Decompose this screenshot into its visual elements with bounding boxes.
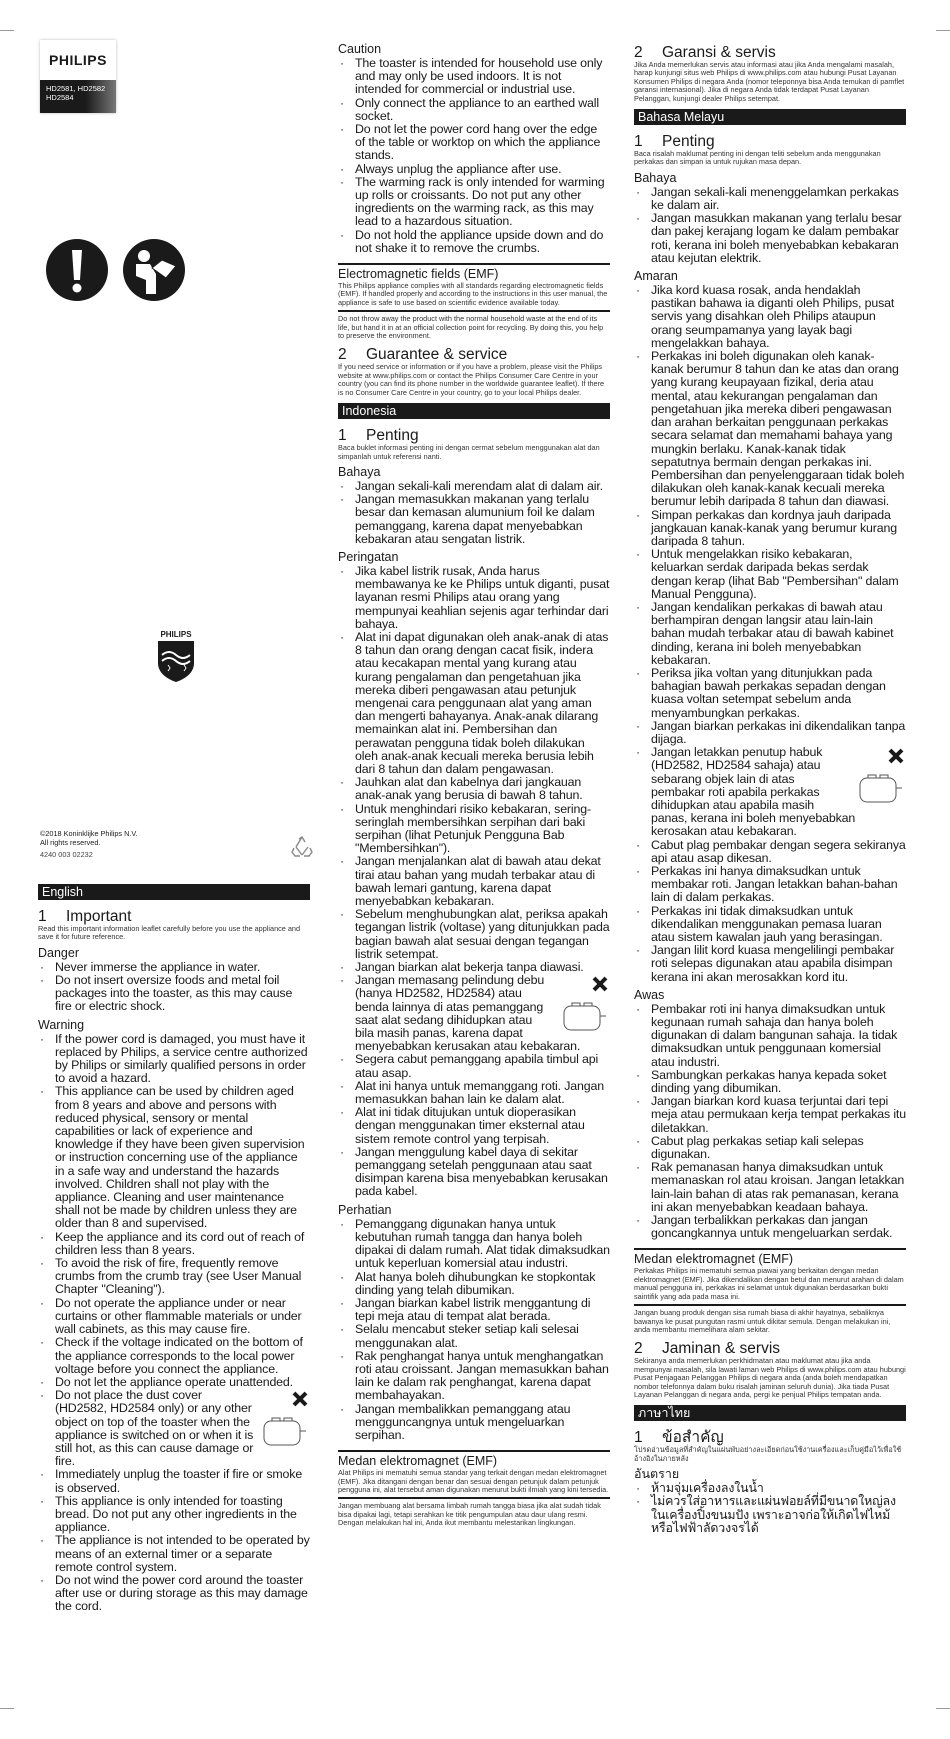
section-title: Jaminan & servis (662, 1340, 781, 1358)
section-number: 2 (634, 1340, 643, 1358)
list-item (38, 1085, 310, 1230)
crop-mark (0, 1708, 14, 1709)
list-item-text: Do not insert oversize foods and metal foil packages into the toaster, as this may cause fire or electric shock. (55, 973, 293, 1014)
list-item-text: Alat ini tidak ditujukan untuk dioperasikan dengan menggunakan timer eksternal atau sistem remote control yang terpisah. (355, 1105, 585, 1146)
brand-logo: PHILIPS (49, 52, 107, 68)
subheading: Caution (338, 42, 382, 56)
section-title: Penting (366, 427, 419, 445)
read-manual-icon (122, 238, 186, 302)
list-item-text: Jika kabel listrik rusak, Anda harus membawanya ke ke Philips untuk diganti, pusat layanan resmi Philips atau orang yang mempunyai keahlian sejenis agar terhindar dari bahaya. (355, 563, 610, 631)
subheading: Bahaya (338, 464, 381, 479)
rights: All rights reserved. (40, 838, 101, 847)
toaster-no-cover-icon (558, 976, 610, 1036)
section-number: 1 (38, 908, 47, 925)
bullet-list (634, 284, 906, 984)
subheading: Medan elektromagnet (EMF) (338, 1450, 610, 1469)
bullet-list (634, 1003, 906, 1241)
list-item-text: Immediately unplug the toaster if fire or smoke is observed. (55, 1467, 303, 1495)
section-number: 1 (338, 427, 347, 445)
list-item (338, 97, 610, 123)
section-heading (338, 427, 610, 444)
list-item-text: Keep the appliance and its cord out of reach of children less than 8 years. (55, 1229, 305, 1257)
list-item (38, 1468, 310, 1494)
list-item (634, 1069, 906, 1095)
list-item-text: Alat ini hanya untuk memanggang roti. Jangan memasukkan bahan lain ke dalam alat. (355, 1078, 604, 1107)
list-item (338, 229, 610, 255)
paragraph: Jika Anda memerlukan servis atau informasi atau jika Anda mengalami masalah, harap kunjungi situs web Philips di www.philips.com atau hubungi Pusat Layanan Konsumen Philips di negara Anda (nomor teleponnya bisa Anda temukan di pamflet garansi internasional). Jika di negara Anda tidak terdapat Pusat Layanan Pelanggan, kunjungi dealer Philips setempat. (634, 60, 905, 103)
paragraph: Sekiranya anda memerlukan perkhidmatan atau maklumat atau jika anda mempunyai masalah, sila lawati laman web Philips di www.philips.com atau hubungi Pusat Penjagaan Pelanggan Philips di negara anda (anda boleh mendapatkan nombor telefonnya dalam buku risalah jaminan seluruh dunia). Jika tiada Pusat Layanan Pelanggan di negara anda, pergi ke penjual Philips tempatan anda. (634, 1356, 906, 1399)
list-item-text: Jangan memasukkan makanan yang terlalu besar dan kemasan alumunium foil ke dalam pemanggang, karena dapat menyebabkan kebakaran atau sengatan listrik. (355, 492, 595, 546)
list-item-text: Untuk menghindari risiko kebakaran, sering-seringlah membersihkan serpihan dari baki serpihan (lihat Petunjuk Pengguna Bab "Membersihkan"). (355, 801, 591, 856)
list-item (634, 284, 906, 350)
subheading: Perhatian (338, 1202, 392, 1217)
list-item (634, 865, 906, 905)
subheading: Danger (38, 945, 79, 960)
list-item-text: Jangan terbalikkan perkakas dan jangan goncangkannya untuk mengeluarkan serdak. (651, 1213, 893, 1241)
list-item (338, 1080, 610, 1106)
language-header: English (38, 884, 310, 900)
list-item-text: Periksa jika voltan yang ditunjukkan pada bahagian bawah perkakas sepadan dengan kuasa voltan setempat sebelum anda menyambungkan perkakas. (651, 665, 886, 720)
section-number: 2 (338, 346, 347, 364)
list-item (634, 509, 906, 549)
model-numbers: HD2584 (46, 93, 74, 102)
column-english (38, 880, 310, 1614)
list-item (38, 1389, 310, 1468)
list-item-text: This appliance can be used by children aged from 8 years and above and persons with reduced physical, sensory or mental capabilities or lack of experience and knowledge if they have been given supervision or instruction concerning use of the appliance in a safe way and understand the hazards involved. Children shall not play with the appliance. Cleaning and user maintenance shall not be made by children unless they are older than 8 and supervised. (55, 1084, 305, 1231)
list-item (338, 1403, 610, 1443)
subheading: Peringatan (338, 549, 399, 564)
list-item (634, 1095, 906, 1135)
list-item (338, 1053, 610, 1079)
list-item-text: Sebelum menghubungkan alat, periksa apakah tegangan listrik (voltase) yang ditunjukkan pada bagian bawah alat sesuai dengan tegangan listrik setempat. (355, 907, 610, 961)
copyright: ©2018 Koninklijke Philips N.V. (40, 829, 138, 838)
list-item-text: Jangan sekali-kali merendam alat di dalam air. (355, 478, 603, 493)
list-item (634, 667, 906, 720)
bullet-list (338, 57, 610, 255)
list-item (338, 493, 610, 546)
list-item-text: Rak penghangat hanya untuk menghangatkan roti atau croissant. Jangan memasukkan bahan lain ke dalam rak penghangat, karena dapat membahayakan. (355, 1348, 609, 1403)
paragraph: If you need service or information or if you have a problem, please visit the Philips website at www.philips.com or contact the Philips Consumer Care Centre in your country (you can find its phone number in the worldwide guarantee leaflet). If there is no Consumer Care Centre in your country, go to your local Philips dealer. (338, 362, 605, 397)
list-item-text: Do not hold the appliance upside down and do not shake it to remove the crumbs. (355, 227, 604, 255)
subheading: อันตราย (634, 1467, 680, 1482)
list-item (634, 944, 906, 984)
column-right (634, 38, 906, 1535)
list-item-text: Rak pemanasan hanya dimaksudkan untuk memanaskan rol atau kroisan. Jangan letakkan lain-lain bahan di atas rak pemanasan, kerana ini akan menyebabkan keadaan bahaya. (651, 1160, 905, 1214)
list-item (338, 1297, 610, 1323)
list-item (38, 1231, 310, 1257)
list-item (338, 776, 610, 802)
crop-mark (936, 30, 950, 31)
paragraph: Jangan buang produk dengan sisa rumah biasa di akhir hayatnya, sebaliknya bawanya ke pusat pungutan rasmi untuk dikitar semula. Dengan melakukan ini, anda membantu memelihara alam sekitar. (634, 1304, 906, 1334)
list-item (634, 905, 906, 945)
list-item-text: Alat hanya boleh dihubungkan ke stopkontak dinding yang telah dibumikan. (355, 1269, 596, 1297)
list-item-text: Sambungkan perkakas hanya kepada soket dinding yang dibumikan. (651, 1067, 887, 1096)
section-heading (338, 346, 610, 363)
section-number: 1 (634, 1429, 643, 1447)
paragraph: Alat Philips ini mematuhi semua standar yang terkait dengan medan elektromagnet (EMF). Jika ditangani dengan benar dan sesuai dengan petunjuk dalam petunjuk pengguna ini, alat tersebut aman digunakan menurut bukti ilmiah yang kini tersedia. (338, 1468, 609, 1494)
subheading: Awas (634, 987, 665, 1002)
list-item-text: Jika kord kuasa rosak, anda hendaklah pastikan bahawa ia diganti oleh Philips, pusat servis yang disahkan oleh Philips ataupun orang seumpamanya yang layak bagi mengelakkan bahaya. (651, 283, 895, 350)
paragraph: Do not throw away the product with the normal household waste at the end of its life, but hand it in at an official collection point for recycling. By doing this, you help to preserve the environment. (338, 310, 610, 340)
list-item-text: Jangan sekali-kali menenggelamkan perkakas ke dalam air. (651, 184, 899, 213)
list-item (38, 1257, 310, 1297)
list-item-text: Do not let the power cord hang over the edge of the table or worktop on which the appliance stands. (355, 122, 601, 163)
list-item (338, 1106, 610, 1146)
section-heading (634, 1429, 906, 1446)
list-item-text: Segera cabut pemanggang apabila timbul api atau asap. (355, 1052, 599, 1080)
list-item (634, 1214, 906, 1240)
list-item (634, 1161, 906, 1214)
paragraph: Perkakas Philips ini mematuhi semua piawai yang berkaitan dengan medan elektromagnet (EMF). Jika dikendalikan dengan betul dan menurut arahan di dalam manual pengguna ini, perkakas ini selamat untuk digunakan berdasarkan bukti saintifik yang ada pada masa ini. (634, 1266, 904, 1301)
paragraph: โปรดอ่านข้อมูลที่สำคัญในแผ่นพับอย่างละเอียดก่อนใช้งานเครื่องและเก็บคู่มือไว้เพื่อใช้อ้างอิงในภายหลัง (634, 1445, 902, 1463)
toaster-no-cover-icon (854, 748, 906, 808)
paragraph: Baca risalah maklumat penting ini dengan teliti sebelum anda menggunakan perkakas dan simpan ia untuk rujukan masa depan. (634, 149, 881, 167)
list-item-text: Do not operate the appliance under or near curtains or other flammable materials or under wall cabinets, as this may cause fire. (55, 1295, 302, 1337)
list-item-text: Jangan memasang pelindung debu (hanya HD2582, HD2584) atau benda lainnya di atas pemanggang saat alat sedang dihidupkan atau bila masih panas, karena dapat menyebabkan kerusakan atau kebakaran. (355, 973, 581, 1054)
list-item (38, 1033, 310, 1086)
subheading: Electromagnetic fields (EMF) (338, 263, 610, 282)
list-item-text: Jangan biarkan perkakas ini dikendalikan tanpa dijaga. (651, 718, 906, 746)
list-item (634, 212, 906, 265)
column-middle (338, 38, 610, 1530)
list-item (634, 1495, 906, 1535)
list-item-text: Jauhkan alat dan kabelnya dari jangkauan anak-anak yang berusia di bawah 8 tahun. (355, 775, 583, 803)
language-header: Bahasa Melayu (634, 109, 906, 125)
section-title: Guarantee & service (366, 346, 508, 364)
paragraph: Jangan membuang alat bersama limbah rumah tangga biasa jika alat sudah tidak bisa dipakai lagi, tetapi serahkan ke titik pengumpulan atau daur ulang resmi. Dengan melakukan hal ini, Anda ikut membantu melestarikan lingkungan. (338, 1497, 610, 1527)
section-heading (634, 1340, 906, 1357)
subheading: Warning (38, 1017, 85, 1032)
list-item (38, 974, 310, 1014)
section-number: 1 (634, 133, 643, 151)
section-heading (634, 44, 906, 61)
list-item-text: Do not place the dust cover (HD2582, HD2584 only) or any other object on top of the toaster when the appliance is switched on or when it is still hot, as this can cause damage or fire. (55, 1388, 254, 1469)
section-title: Important (66, 908, 132, 925)
list-item (338, 631, 610, 776)
list-item (338, 974, 610, 1053)
list-item-text: Check if the voltage indicated on the bottom of the appliance corresponds to the local power voltage before you connect the appliance. (55, 1335, 303, 1376)
list-item-text: Only connect the appliance to an earthed wall socket. (355, 95, 599, 123)
list-item-text: Perkakas ini boleh digunakan oleh kanak-kanak berumur 8 tahun dan ke atas dan orang yang kurang keupayaan fizikal, deria atau mental, atau kekurangan pengalaman dan pengetahuan jika mereka diberi pengawasan dan arahan berkaitan penggunaan perkakas secara selamat dan memahami bahaya yang mungkin berlaku. Kanak-kanak tidak sepatutnya bermain dengan perkakas ini. Pembersihan dan penyelenggaraan tidak boleh dilakukan oleh kanak-kanak kecuali mereka berumur lebih daripada 8 tahun dan diawasi. (651, 349, 905, 509)
list-item-text: Jangan lilit kord kuasa mengelilingi pembakar roti selepas digunakan atau apabila disimpan kerana ini akan merosakkan kord itu. (651, 943, 895, 984)
list-item (338, 1271, 610, 1297)
list-item (38, 1495, 310, 1535)
list-item-text: Pembakar roti ini hanya dimaksudkan untuk kegunaan rumah sahaja dan hanya boleh digunakan di dalam bangunan sahaja. Ia tidak dimaksudkan untuk penggunaan komersial atau industri. (651, 1001, 898, 1069)
paragraph: Read this important information leaflet carefully before you use the appliance and save it for future reference. (38, 924, 301, 942)
list-item (634, 548, 906, 601)
list-item-text: Do not wind the power cord around the toaster after use or during storage as this may damage the cord. (55, 1572, 308, 1614)
list-item (38, 1336, 310, 1376)
philips-logo-box (40, 40, 116, 113)
list-item-text: Jangan menggulung kabel daya di sekitar pemanggang setelah penggunaan atau saat disimpan karena bisa menyebabkan kerusakan pada kabel. (355, 1144, 608, 1199)
recycle-icon (290, 835, 314, 859)
list-item-text: Jangan membalikkan pemanggang atau mengguncangnya untuk mengeluarkan serpihan. (355, 1401, 571, 1442)
list-item (338, 908, 610, 961)
list-item (338, 1146, 610, 1199)
crop-mark (936, 1708, 950, 1709)
list-item-text: If the power cord is damaged, you must have it replaced by Philips, a service centre authorized by Philips or similarly qualified persons in order to avoid a hazard. (55, 1031, 308, 1086)
section-heading (634, 133, 906, 150)
list-item-text: Jangan menjalankan alat di bawah atau dekat tirai atau bahan yang mudah terbakar atau di bawah lemari gantung, karena dapat menyebabkan kebakaran. (355, 854, 601, 909)
subheading: Medan elektromagnet (EMF) (634, 1248, 906, 1267)
list-item (38, 1534, 310, 1574)
model-numbers: HD2581, HD2582 (46, 84, 106, 93)
list-item (634, 601, 906, 667)
list-item-text: Perkakas ini hanya dimaksudkan untuk membakar roti. Jangan letakkan bahan-bahan lain di dalam perkakas. (651, 864, 898, 905)
subheading: Amaran (634, 269, 678, 284)
list-item (634, 839, 906, 865)
section-number: 2 (634, 44, 643, 61)
list-item-text: Selalu mencabut steker setiap kali selesai menggunakan alat. (355, 1322, 579, 1350)
crop-mark (0, 30, 14, 31)
list-item (338, 1323, 610, 1349)
list-item (38, 1297, 310, 1337)
bullet-list (338, 480, 610, 546)
list-item (634, 746, 906, 838)
bullet-list (634, 1482, 906, 1535)
list-item-text: Jangan kendalikan perkakas di bawah atau berhampiran dengan langsir atau lain-lain bahan mudah terbakar atau di bawah kabinet dinding, kerana ini boleh menyebabkan kebakaran. (651, 599, 894, 667)
shield-brand: PHILIPS (160, 630, 192, 639)
list-item-text: Simpan perkakas dan kordnya jauh daripada jangkauan kanak-kanak yang berumur kurang daripada 8 tahun. (651, 507, 897, 548)
list-item-text: The warming rack is only intended for warming up rolls or croissants. Do not put any other ingredients on the warming rack, as this may lead to a hazardous situation. (355, 174, 605, 229)
list-item (338, 855, 610, 908)
section-heading (38, 908, 310, 925)
list-item (338, 1350, 610, 1403)
list-item-text: This appliance is only intended for toasting bread. Do not put any other ingredients in the appliance. (55, 1493, 297, 1535)
list-item (634, 186, 906, 212)
list-item-text: Perkakas ini tidak dimaksudkan untuk dikendalikan menggunakan pemasa luaran atau sistem kawalan jauh yang berasingan. (651, 903, 883, 945)
list-item (634, 1135, 906, 1161)
copyright-block (40, 829, 138, 859)
list-item-text: Jangan biarkan kabel listrik menggantung di tepi meja atau di tempat alat berada. (355, 1295, 591, 1324)
list-item (338, 565, 610, 631)
list-item-text: ห้ามจุ่มเครื่องลงในน้ำ (651, 1481, 764, 1496)
list-item (338, 123, 610, 163)
list-item-text: Cabut plag perkakas setiap kali selepas digunakan. (651, 1133, 864, 1162)
bullet-list (38, 1033, 310, 1614)
list-item-text: Jangan biarkan alat bekerja tanpa diawasi. (355, 960, 584, 975)
bullet-list (634, 186, 906, 265)
list-item-text: The toaster is intended for household use only and may only be used indoors. It is not intended for commercial or industrial use. (355, 56, 603, 97)
list-item (338, 176, 610, 229)
list-item-text: Alat ini dapat digunakan oleh anak-anak di atas 8 tahun dan orang dengan cacat fisik, indera atau kecakapan mental yang kurang atau kurang pengalaman dan pengetahuan jika mereka diberi pengawasan atau petunjuk mengenai cara penggunaan alat yang aman dan mengerti bahayanya. Anak-anak dilarang memainkan alat ini. Pembersihan dan perawatan pengguna tidak boleh dilakukan oleh anak-anak kecuali mereka berusia lebih dari 8 tahun dan dalam pengawasan. (355, 629, 609, 776)
bullet-list (338, 1218, 610, 1442)
document-code: 4240 003 02232 (40, 850, 93, 859)
toaster-no-cover-icon (258, 1391, 310, 1451)
list-item-text: Jangan letakkan penutup habuk (HD2582, HD2584 sahaja) atau sebarang objek lain di atas pembakar roti apabila perkakas dihidupkan atau apabila masih panas, kerana ini boleh menyebabkan kerosakan atau kebakaran. (651, 745, 856, 839)
list-item-text: Jangan masukkan makanan yang terlalu besar dan pakej kerajang logam ke dalam pembakar roti, kerana ini boleh menyebabkan kebakaran atau kejutan elektrik. (651, 211, 902, 265)
list-item-text: Pemanggang digunakan hanya untuk kebutuhan rumah tangga dan hanya boleh dipakai di dalam rumah. Alat tidak dimaksudkan untuk keperluan komersial atau industri. (355, 1216, 610, 1271)
warning-exclamation-icon (45, 238, 109, 302)
language-header: ภาษาไทย (634, 1405, 906, 1421)
paragraph: Baca buklet informasi penting ini dengan cermat sebelum menggunakan alat dan simpanlah untuk referensi nanti. (338, 443, 600, 461)
list-item-text: ไม่ควรใส่อาหารและแผ่นฟอยล์ที่มีขนาดใหญ่ลงในเครื่องปิ้งขนมปัง เพราะอาจก่อให้เกิดไฟไหม้หรือไฟฟ้าลัดวงจรได้ (651, 1494, 896, 1535)
list-item (634, 720, 906, 746)
philips-shield-logo (152, 630, 200, 688)
list-item (634, 350, 906, 508)
list-item-text: Always unplug the appliance after use. (355, 161, 562, 176)
language-header: Indonesia (338, 403, 610, 419)
list-item (338, 57, 610, 97)
section-title: ข้อสำคัญ (662, 1429, 724, 1447)
list-item (38, 1574, 310, 1614)
list-item-text: To avoid the risk of fire, frequently remove crumbs from the crumb tray (see User Manual Chapter "Cleaning"). (55, 1256, 302, 1297)
paragraph: This Philips appliance complies with all standards regarding electromagnetic fields (EMF). If handled properly and according to the instructions in this user manual, the appliance is safe to use based on scientific evidence available today. (338, 281, 608, 307)
list-item-text: Do not let the appliance operate unattended. (55, 1374, 293, 1389)
list-item (634, 1003, 906, 1069)
section-title: Penting (662, 133, 715, 151)
list-item-text: Never immerse the appliance in water. (55, 959, 261, 974)
list-item-text: Cabut plag pembakar dengan segera sekiranya api atau asap dikesan. (651, 837, 906, 865)
bullet-list (338, 565, 610, 1199)
list-item-text: Jangan biarkan kord kuasa terjuntai dari tepi meja atau permukaan kerja tempat perkakas itu diletakkan. (651, 1094, 906, 1135)
section-title: Garansi & servis (662, 44, 776, 61)
list-item-text: The appliance is not intended to be operated by means of an external timer or a separate remote control system. (55, 1533, 310, 1574)
bullet-list (38, 961, 310, 1014)
list-item (338, 1218, 610, 1271)
subheading: Bahaya (634, 170, 677, 185)
list-item-text: Untuk mengelakkan risiko kebakaran, keluarkan serdak daripada bekas serdak dengan kerap (lihat Bab "Pembersihan" dalam Manual Pengguna). (651, 547, 899, 601)
list-item (338, 803, 610, 856)
